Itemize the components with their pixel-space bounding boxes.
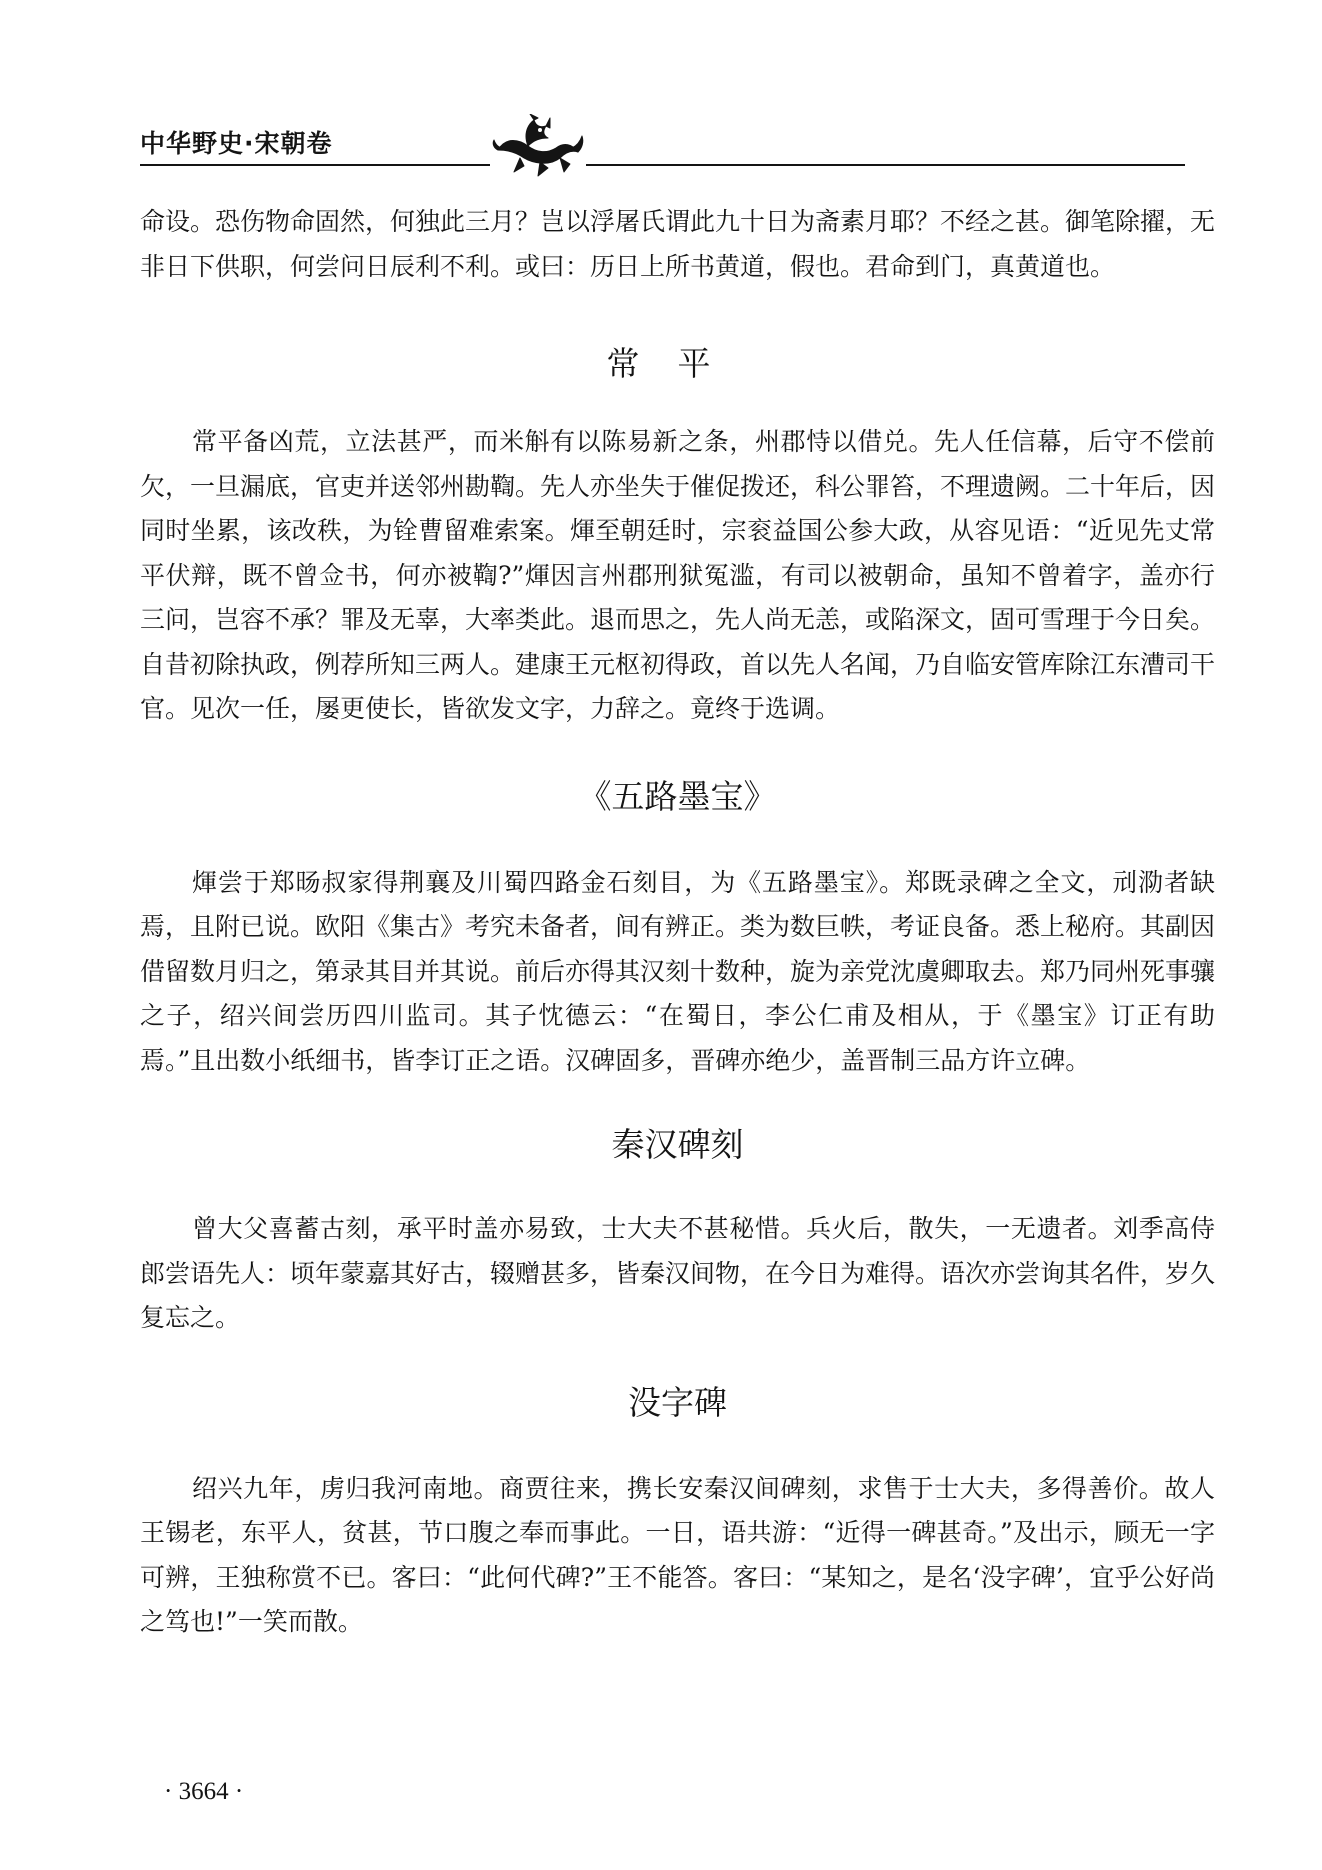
section-heading: 没字碑 [628, 1382, 727, 1422]
section-paragraph: 绍兴九年，虏归我河南地。商贾往来，携长安秦汉间碑刻，求售于士大夫，多得善价。故人王锡老，东平人，贫甚，节口腹之奉而事此。一日，语共游：“近得一碑甚奇。”及出示，顾无一字可辨，王独称赏不已。客曰：“此何代碑?”王不能答。客曰：“某知之，是名‘没字碑’，宜乎公好尚之笃也!”一笑而散。 [140, 1473, 1215, 1636]
body-text [140, 200, 1215, 1645]
page-number: · 3664 · [164, 1778, 244, 1805]
running-header [140, 118, 1185, 178]
section-paragraph: 曾大父喜蓄古刻，承平时盖亦易致，士大夫不甚秘惜。兵火后，散失，一无遗者。刘季高侍郎尝语先人：顷年蒙嘉其好古，辍赠甚多，皆秦汉间物，在今日为难得。语次亦尝询其名件，岁久复忘之。 [140, 1214, 1216, 1332]
header-rule [140, 164, 1185, 166]
section-paragraph: 煇尝于郑旸叔家得荆襄及川蜀四路金石刻目，为《五路墨宝》。郑既录碑之全文，刓泐者缺焉，且附已说。欧阳《集古》考究未备者，间有辨正。类为数巨帙，考证良备。悉上秘府。其副因借留数月归之，第录其目并其说。前后亦得其汉刻十数种，旋为亲党沈虞卿取去。郑乃同州死事骧之子，绍兴间尝历四川监司。其子忱德云：“在蜀日，李公仁甫及相从，于《墨宝》订正有助焉。”且出数小纸细书，皆李订正之语。汉碑固多，晋碑亦绝少，盖晋制三品方许立碑。 [140, 867, 1216, 1075]
section-heading: 常平 [606, 344, 749, 383]
continuation-paragraph: 命设。恐伤物命固然，何独此三月？岂以浮屠氏谓此九十日为斋素月耶？不经之甚。御笔除擢，无非日下供职，何尝问日辰利不利。或曰：历日上所书黄道，假也。君命到门，真黄道也。 [140, 207, 1216, 281]
section-paragraph: 常平备凶荒，立法甚严，而米斛有以陈易新之条，州郡恃以借兑。先人任信幕，后守不偿前欠，一旦漏底，官吏并送邻州勘鞫。先人亦坐失于催促拨还，科公罪笞，不理遗阙。二十年后，因同时坐累，该改秩，为铨曹留难索案。煇至朝廷时，宗衮益国公参大政，从容见语：“近见先丈常平伏辩，既不曾佥书，何亦被鞫?”煇因言州郡刑狱冤滥，有司以被朝命，虽知不曾着字，盖亦行三问，岂容不承？罪及无辜，大率类此。退而思之，先人尚无恙，或陷深文，固可雪理于今日矣。自昔初除执政，例荐所知三两人。建康王元枢初得政，首以先人名闻，乃自临安管库除江东漕司干官。见次一任，屡更使长，皆欲发文字，力辞之。竟终于选调。 [140, 427, 1216, 723]
section-heading: 秦汉碑刻 [611, 1125, 744, 1164]
section-heading: 《五路墨宝》 [578, 776, 777, 816]
book-title: 中华野史·宋朝卷 [140, 129, 333, 158]
dragon-icon [490, 114, 586, 178]
